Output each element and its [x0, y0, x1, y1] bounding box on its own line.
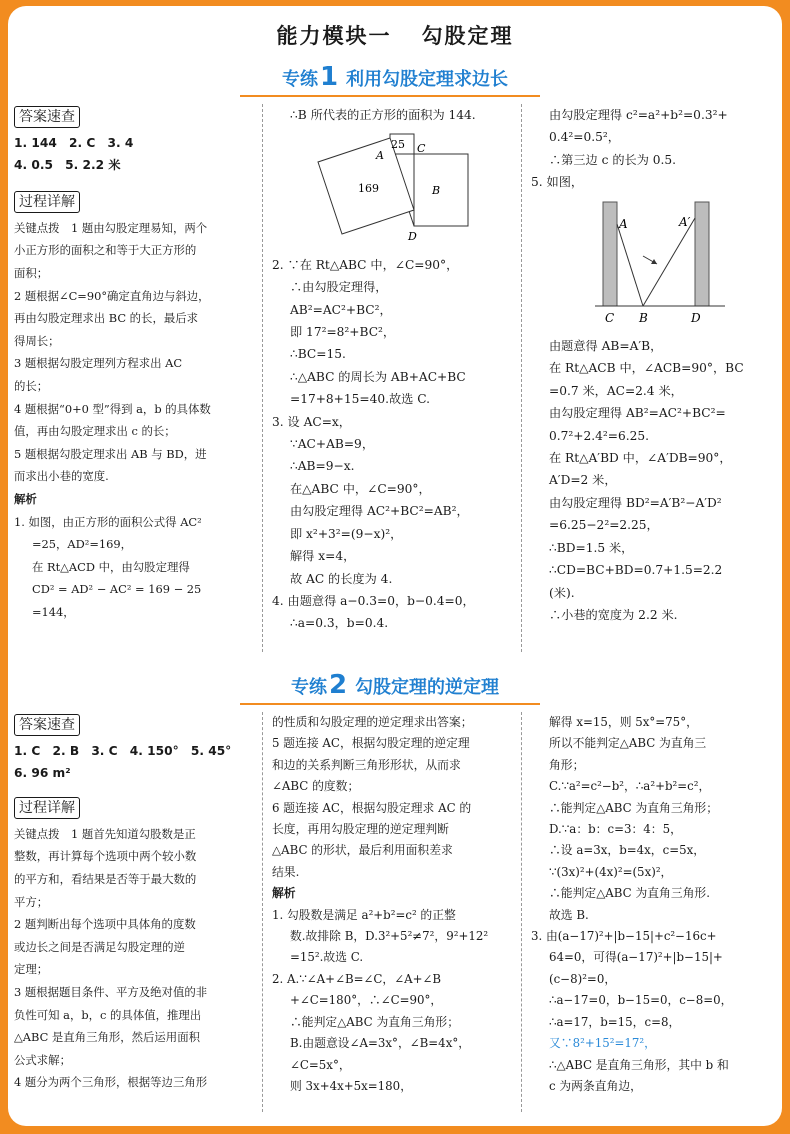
- highlight-line: 又∵8²+15²=17²，: [549, 1036, 656, 1051]
- text-line: ∴能判定△ABC 为直角三角形；: [290, 1014, 460, 1029]
- column-divider: [262, 104, 263, 652]
- label-B: B: [432, 184, 441, 198]
- label-A: A: [619, 216, 628, 231]
- text-line: 由题意得 AB=A′B，: [549, 339, 663, 354]
- detail-tag: 过程详解: [14, 191, 80, 213]
- label-D: D: [408, 230, 417, 244]
- text-line: 6 题连接 AC，根据勾股定理求 AC 的: [272, 800, 472, 815]
- text-line: 故选 B.: [549, 907, 589, 922]
- text-line: 公式求解；: [14, 1052, 71, 1067]
- text-line: ∴能判定△ABC 为直角三角形.: [549, 886, 710, 901]
- text-line: 即 17²=8²+BC²，: [290, 325, 396, 340]
- text-line: =144，: [32, 604, 75, 619]
- section-2-label: 专练: [290, 677, 327, 698]
- text-line: 3 题根据勾股定理列方程求出 AC: [14, 356, 183, 371]
- text-line: C.∵a²=c²−b²，∴a²+b²=c²，: [549, 779, 711, 794]
- text-line: ∴BD=1.5 米，: [549, 540, 634, 555]
- text-line: 在 Rt△ACD 中，由勾股定理得: [32, 559, 190, 574]
- answer-line: 6. 96 m²: [14, 766, 71, 781]
- text-line: △ABC 的形状，最后利用面积差求: [272, 843, 453, 858]
- text-line: 由勾股定理得 AB²=AC²+BC²=: [549, 406, 726, 421]
- text-line: ∠C=5x°，: [290, 1057, 351, 1072]
- text-line: ∴a−17=0，b−15=0，c−8=0，: [549, 993, 733, 1008]
- text-line: 则 3x+4x+5x=180，: [290, 1078, 412, 1093]
- module-title-right: 勾股定理: [421, 24, 514, 48]
- detail-tag: 过程详解: [14, 797, 80, 819]
- text-line: 2. ∵在 Rt△ABC 中，∠C=90°，: [272, 257, 459, 272]
- text-line: ∴能判定△ABC 为直角三角形；: [549, 800, 719, 815]
- text-line: ∵AC+AB=9，: [290, 437, 375, 452]
- text-line: ∴由勾股定理得，: [290, 280, 388, 295]
- text-line: 和边的关系判断三角形形状，从而求: [272, 757, 461, 772]
- label-A: A: [376, 149, 384, 163]
- square-figure: [272, 126, 512, 246]
- analysis-heading: 解析: [272, 886, 296, 901]
- text-line: ∵(3x)²+(4x)²=(5x)²，: [549, 864, 673, 879]
- text-line: 在 Rt△A′BD 中，∠A′DB=90°，: [549, 451, 732, 466]
- text-line: AB²=AC²+BC²，: [290, 302, 392, 317]
- text-line: 小正方形的面积之和等于大正方形的: [14, 243, 197, 258]
- s2-right-column: [531, 712, 777, 1097]
- text-line: 1. 勾股数是满足 a²+b²=c² 的正整: [272, 907, 456, 922]
- text-line: 长度，再用勾股定理的逆定理判断: [272, 822, 449, 837]
- text-line: 4 题分为两个三角形，根据等边三角形: [14, 1075, 208, 1090]
- text-line: 关键点拨 1 题首先知道勾股数是正: [14, 826, 196, 841]
- text-line: 结果.: [272, 864, 300, 879]
- s2-left-column: [14, 712, 260, 1094]
- text-line: 得周长；: [14, 333, 60, 348]
- text-line: +∠C=180°，∴∠C=90°，: [290, 993, 443, 1008]
- text-line: 负性可知 a，b，c 的具体值，推理出: [14, 1007, 202, 1022]
- label-D: D: [691, 310, 701, 325]
- module-title: [0, 20, 790, 50]
- text-line: 5 题根据勾股定理求出 AB 与 BD，进: [14, 446, 207, 461]
- label-C: C: [417, 142, 426, 156]
- text-line: 由勾股定理得 c²=a²+b²=0.3²+: [549, 108, 728, 122]
- answer-line: 4. 0.5 5. 2.2 米: [14, 158, 121, 173]
- section-2-number: 2: [328, 670, 348, 700]
- answer-check-tag: 答案速查: [14, 714, 80, 736]
- text-line: 关键点拨 1 题由勾股定理易知，两个: [14, 220, 208, 235]
- text-line: =25，AD²=169，: [32, 537, 133, 552]
- text-line: 定理；: [14, 962, 49, 977]
- section-1-underline: [240, 95, 540, 97]
- module-title-left: 能力模块一: [276, 24, 392, 48]
- text-line: D.∵a：b：c=3：4：5，: [549, 822, 682, 837]
- s1-right-column: [531, 104, 777, 626]
- answer-check-tag: 答案速查: [14, 106, 80, 128]
- text-line: ∴小巷的宽度为 2.2 米.: [549, 607, 678, 622]
- text-line: 数.故排除 B，D.3²+5²≠7²，9²+12²: [290, 929, 489, 944]
- text-line: ∴△ABC 是直角三角形，其中 b 和: [549, 1057, 729, 1072]
- text-line: ∴a=17，b=15，c=8，: [549, 1014, 681, 1029]
- text-line: 即 x²+3²=(9−x)²，: [290, 526, 403, 541]
- text-line: 3. 由(a−17)²+|b−15|+c²−16c+: [531, 929, 717, 944]
- text-line: 值，再由勾股定理求出 c 的长；: [14, 424, 176, 439]
- text-line: 3 题根据题目条件、平方及绝对值的非: [14, 984, 208, 999]
- label-169: 169: [358, 182, 379, 196]
- text-line: 而求出小巷的宽度.: [14, 469, 109, 484]
- text-line: ∴a=0.3，b=0.4.: [290, 616, 389, 631]
- section-1-number: 1: [319, 62, 339, 92]
- text-line: (c−8)²=0，: [549, 971, 617, 986]
- column-divider: [521, 104, 522, 652]
- text-line: 3. 设 AC=x，: [272, 414, 351, 429]
- text-line: 解得 x=15，则 5x°=75°，: [549, 715, 698, 729]
- text-line: 5 题连接 AC，根据勾股定理的逆定理: [272, 736, 470, 751]
- text-line: B.由题意设∠A=3x°，∠B=4x°，: [290, 1036, 471, 1051]
- section-1-label: 专练: [281, 69, 318, 90]
- text-line: 所以不能判定△ABC 为直角三: [549, 736, 707, 751]
- answer-line: 1. 144 2. C 3. 4: [14, 136, 134, 150]
- text-line: ∴第三边 c 的长为 0.5.: [549, 152, 677, 167]
- text-line: 在 Rt△ACB 中，∠ACB=90°，BC: [549, 361, 744, 376]
- text-line: CD² = AD² − AC² = 169 − 25: [32, 582, 202, 597]
- alley-figure: [531, 194, 771, 328]
- text-line: 整数，再计算每个选项中两个较小数: [14, 849, 197, 864]
- label-B: B: [639, 310, 648, 325]
- section-2-underline: [240, 703, 540, 705]
- text-line: ∴AB=9−x.: [290, 459, 355, 474]
- analysis-heading: 解析: [14, 491, 37, 506]
- section-1-heading: [0, 62, 790, 92]
- text-line: 2 题根据∠C=90°确定直角边与斜边，: [14, 288, 210, 303]
- text-line: 0.4²=0.5²，: [549, 130, 620, 145]
- section-2-name: 勾股定理的逆定理: [355, 677, 500, 698]
- text-line: ∠ABC 的度数；: [272, 779, 360, 794]
- text-line: ∴BC=15.: [290, 347, 346, 362]
- label-A-prime: A′: [679, 214, 691, 229]
- section-2-heading: [0, 670, 790, 700]
- s1-middle-column: [272, 104, 518, 635]
- text-line: 再由勾股定理求出 BC 的长，最后求: [14, 311, 199, 326]
- text-line: 由勾股定理得 AC²+BC²=AB²，: [290, 504, 469, 519]
- text-line: 2. A.∵∠A+∠B=∠C，∠A+∠B: [272, 971, 442, 986]
- text-line: 解得 x=4，: [290, 549, 356, 564]
- text-line: ∴△ABC 的周长为 AB+AC+BC: [290, 369, 466, 384]
- text-line: =0.7 米，AC=2.4 米，: [549, 383, 683, 398]
- column-divider: [262, 712, 263, 1112]
- text-line: 由勾股定理得 BD²=A′B²−A′D²: [549, 495, 722, 510]
- text-line: 4. 由题意得 a−0.3=0，b−0.4=0，: [272, 593, 475, 608]
- text-line: ∴B 所代表的正方形的面积为 144.: [290, 108, 476, 122]
- text-line: =17+8+15=40.故选 C.: [290, 392, 431, 407]
- text-line: 1. 如图，由正方形的面积公式得 AC²: [14, 514, 202, 529]
- text-line: ∴CD=BC+BD=0.7+1.5=2.2: [549, 563, 723, 578]
- column-divider: [521, 712, 522, 1112]
- text-line: 角形；: [549, 757, 585, 772]
- text-line: 在△ABC 中，∠C=90°，: [290, 481, 431, 496]
- label-C: C: [605, 310, 615, 325]
- text-line: 2 题判断出每个选项中具体角的度数: [14, 917, 196, 932]
- text-line: 故 AC 的长度为 4.: [290, 571, 393, 586]
- text-line: 的平方和，看结果是否等于最大数的: [14, 872, 197, 886]
- text-line: 的长；: [14, 378, 49, 393]
- text-line: (米).: [549, 585, 575, 600]
- answer-line: 1. C 2. B 3. C 4. 150° 5. 45°: [14, 744, 232, 758]
- text-line: △ABC 是直角三角形，然后运用面积: [14, 1030, 200, 1045]
- text-line: 4 题根据“0+0 型”得到 a，b 的具体数: [14, 401, 211, 416]
- text-line: c 为两条直角边，: [549, 1078, 642, 1093]
- s2-middle-column: [272, 712, 518, 1097]
- text-line: 0.7²+2.4²=6.25.: [549, 428, 649, 443]
- text-line: 平方；: [14, 894, 49, 909]
- text-line: 64=0，可得(a−17)²+|b−15|+: [549, 950, 723, 965]
- text-line: =6.25−2²=2.25，: [549, 518, 659, 533]
- text-line: A′D=2 米，: [549, 473, 617, 488]
- section-1-name: 利用勾股定理求边长: [346, 69, 509, 90]
- s1-left-column: [14, 104, 260, 624]
- text-line: 面积；: [14, 266, 49, 280]
- text-line: 5. 如图，: [531, 175, 584, 190]
- text-line: =15².故选 C.: [290, 950, 364, 965]
- label-25: 25: [391, 138, 405, 152]
- text-line: ∴设 a=3x，b=4x，c=5x，: [549, 843, 706, 858]
- text-line: 或边长之间是否满足勾股定理的逆: [14, 939, 185, 954]
- text-line: 的性质和勾股定理的逆定理求出答案；: [272, 715, 473, 729]
